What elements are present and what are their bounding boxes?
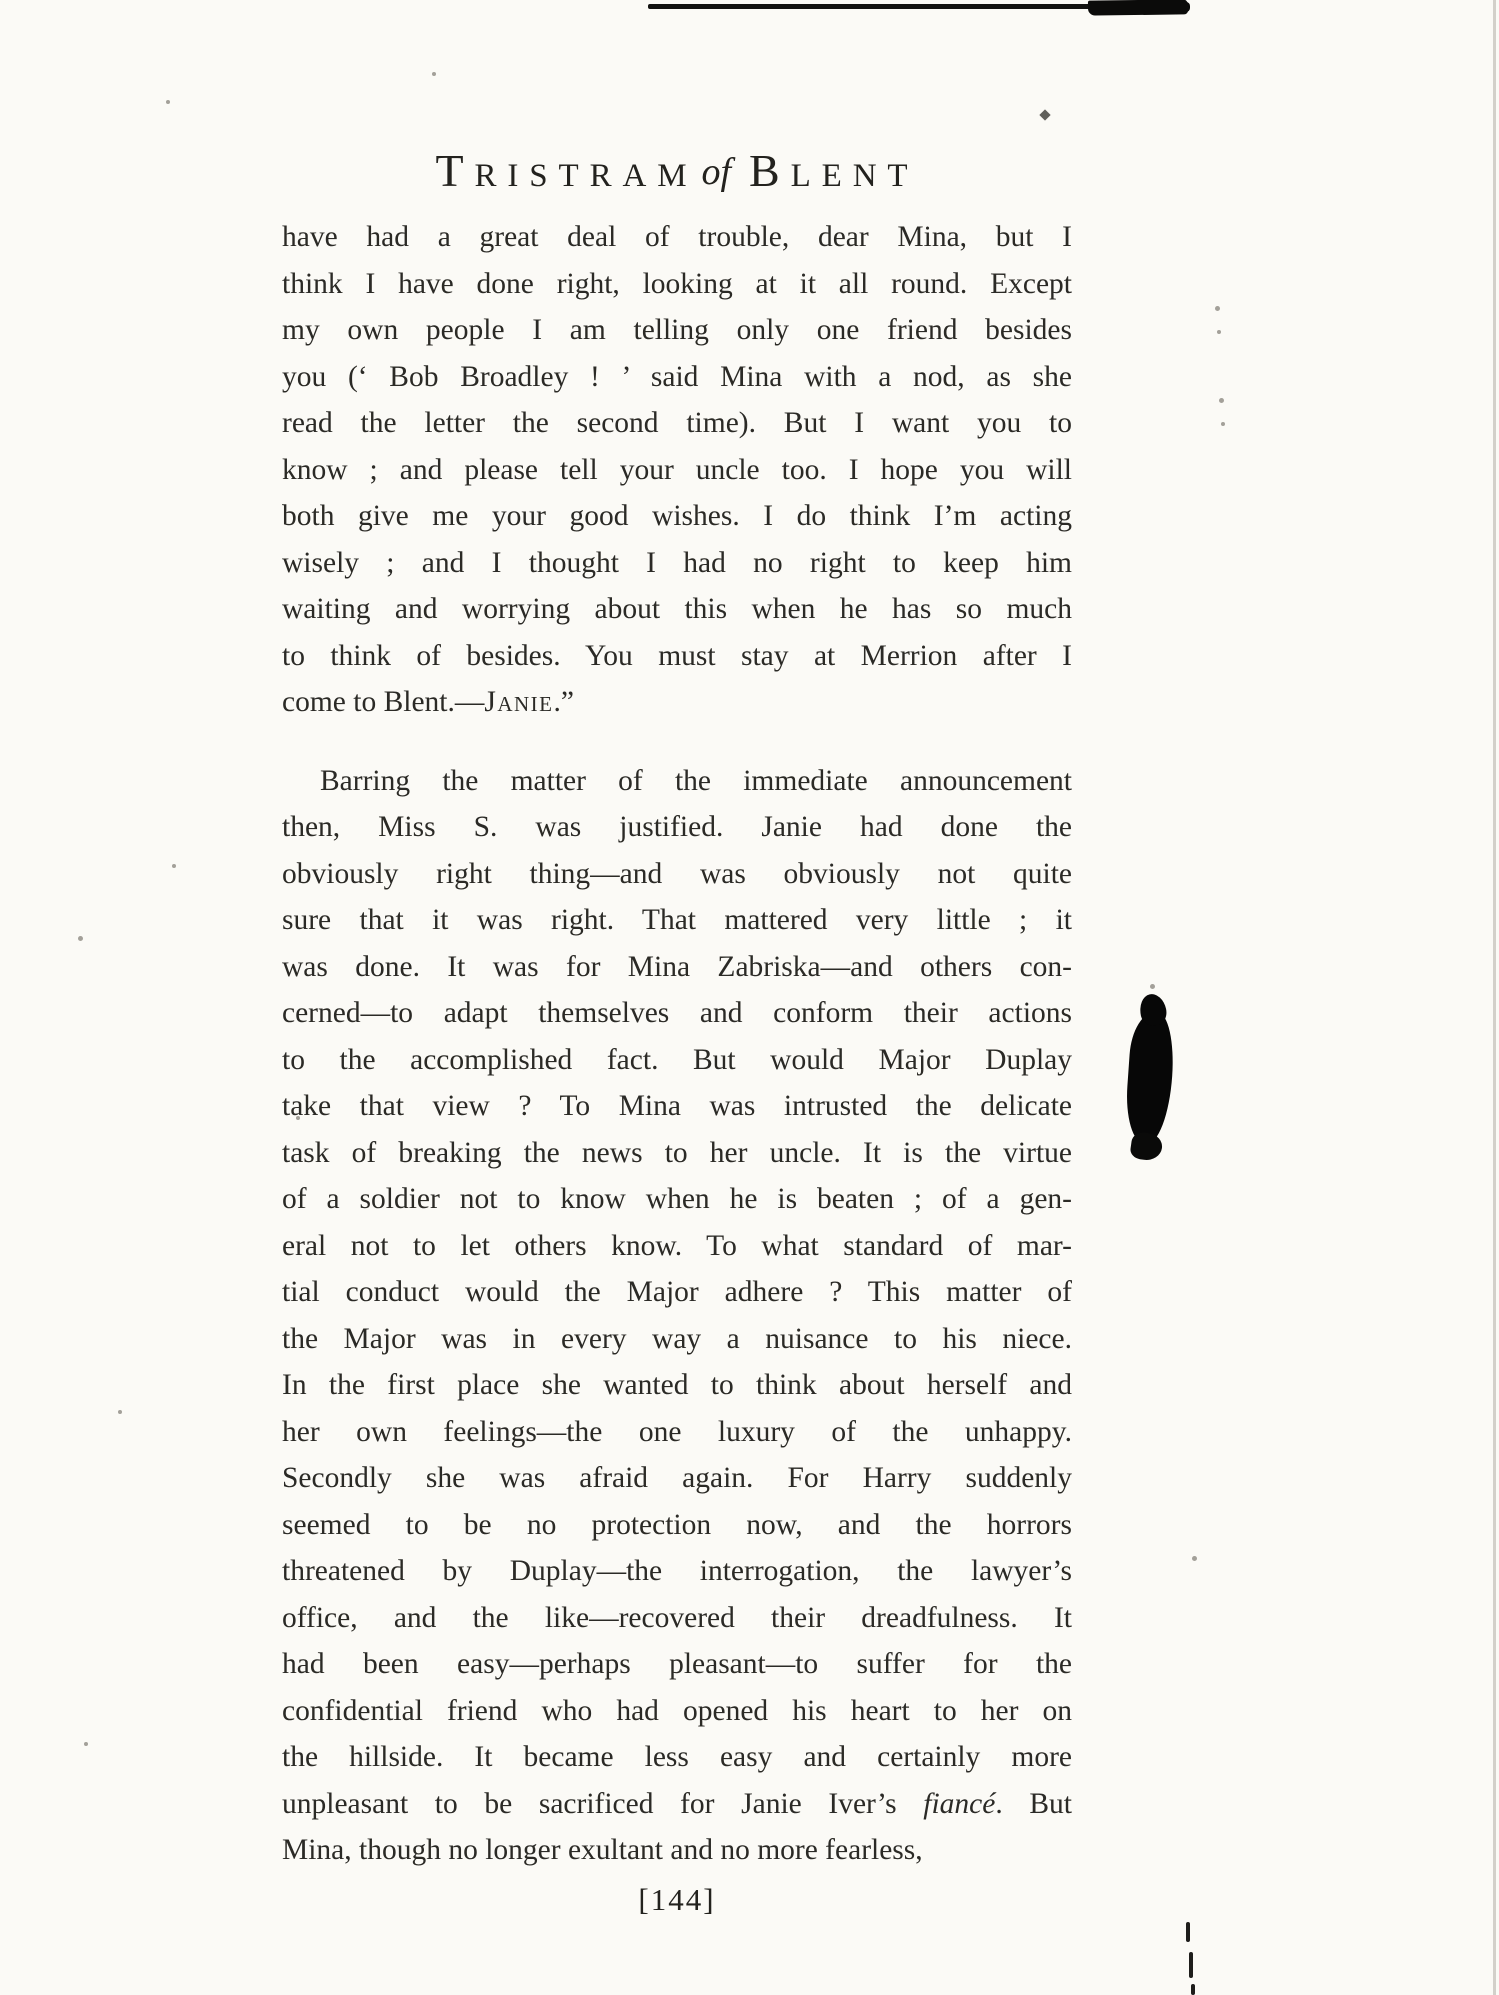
text-line — [282, 1641, 1072, 1688]
text-line — [282, 804, 1072, 851]
text-line — [282, 447, 1072, 494]
text-segment: her own feelings—the one luxury of the unhappy. — [282, 1415, 1072, 1448]
scan-edge-dash — [1189, 1952, 1193, 1978]
scan-edge-dash — [1191, 1984, 1195, 1995]
text-line — [282, 1455, 1072, 1502]
paragraph — [282, 214, 1072, 726]
text-block — [282, 214, 1072, 1874]
text-line — [282, 1548, 1072, 1595]
text-segment: tial conduct would the Major adhere ? This matter of — [282, 1276, 1072, 1308]
running-head — [282, 144, 1072, 197]
scan-page-edge — [1493, 0, 1496, 1995]
text-segment: sure that it was right. That mattered very little ; it — [282, 904, 1072, 936]
scan-speck — [1150, 984, 1155, 989]
text-line — [282, 1362, 1072, 1409]
text-line — [282, 493, 1072, 540]
text-segment: seemed to be no protection now, and the horrors — [282, 1508, 1072, 1541]
text-line — [282, 1781, 1072, 1828]
running-head-word: BLENT — [749, 145, 919, 196]
text-line — [282, 1409, 1072, 1456]
text-segment-italic: fiancé — [923, 1787, 996, 1820]
scan-speck — [118, 1410, 122, 1414]
paragraph — [282, 758, 1072, 1874]
text-segment: office, and the like—recovered their dreadfulness. It — [282, 1601, 1072, 1634]
text-line — [282, 944, 1072, 991]
scan-speck — [432, 72, 436, 76]
text-line — [282, 1130, 1072, 1177]
text-segment: my own people I am telling only one friend besides — [282, 314, 1072, 346]
scan-speck — [1217, 330, 1221, 334]
text-segment: of a soldier not to know when he is beaten ; of a gen- — [282, 1183, 1072, 1215]
text-line — [282, 1083, 1072, 1130]
text-segment: was done. It was for Mina Zabriska—and others con- — [282, 950, 1072, 983]
scan-speck — [1192, 1556, 1197, 1561]
scan-speck — [1221, 422, 1225, 426]
text-segment: the hillside. It became less easy and certainly more — [282, 1741, 1072, 1773]
text-line — [282, 633, 1072, 680]
text-segment: know ; and please tell your uncle too. I hope you will — [282, 453, 1072, 486]
text-segment: Mina, though no longer exultant and no more fearless, — [282, 1834, 923, 1866]
text-line — [282, 354, 1072, 401]
text-line — [282, 990, 1072, 1037]
text-segment: threatened by Duplay—the interrogation, the lawyer’s — [282, 1555, 1072, 1587]
scan-edge-dash — [1186, 1922, 1190, 1942]
text-line — [282, 1223, 1072, 1270]
text-segment: cerned—to adapt themselves and conform their actions — [282, 997, 1072, 1029]
text-segment: task of breaking the news to her uncle. It is the virtue — [282, 1136, 1072, 1169]
text-segment: both give me your good wishes. I do think I’m acting — [282, 500, 1072, 532]
text-segment: to the accomplished fact. But would Major Duplay — [282, 1043, 1072, 1076]
running-head-of: of — [701, 151, 732, 193]
text-segment: take that view ? To Mina was intrusted the delicate — [282, 1090, 1072, 1122]
text-line — [282, 758, 1072, 805]
text-segment: think I have done right, looking at it all round. Except — [282, 267, 1072, 300]
text-segment: eral not to let others know. To what standard of mar- — [282, 1229, 1072, 1262]
text-line — [282, 679, 1072, 726]
text-segment: you (‘ Bob Broadley ! ’ said Mina with a nod, as she — [282, 360, 1072, 393]
text-line — [282, 897, 1072, 944]
text-segment: unpleasant to be sacrificed for Janie Iver’s — [282, 1787, 924, 1820]
scan-speck — [84, 1742, 88, 1746]
scan-speck-diamond — [1039, 109, 1050, 120]
scan-artifact-top-blob — [1088, 0, 1188, 16]
text-segment-smallcaps: Janie — [484, 686, 554, 718]
text-line — [282, 540, 1072, 587]
text-segment: obviously right thing—and was obviously not quite — [282, 857, 1072, 890]
scan-speck — [166, 100, 170, 104]
text-segment: confidential friend who had opened his heart to her on — [282, 1694, 1072, 1727]
text-segment: .” — [553, 686, 574, 718]
scan-speck — [1219, 398, 1224, 403]
text-line — [282, 1688, 1072, 1735]
scan-speck — [78, 936, 83, 941]
text-segment: come to Blent.— — [282, 686, 485, 718]
text-line — [282, 1734, 1072, 1781]
ink-blob-tail — [1129, 1131, 1163, 1162]
text-segment: waiting and worrying about this when he has so much — [282, 593, 1072, 625]
text-line — [282, 1269, 1072, 1316]
text-segment: had been easy—perhaps pleasant—to suffer for the — [282, 1648, 1072, 1680]
text-line — [282, 307, 1072, 354]
text-segment: have had a great deal of trouble, dear Mina, but I — [282, 221, 1072, 253]
text-line — [282, 1595, 1072, 1642]
text-line — [282, 261, 1072, 308]
text-line — [282, 1502, 1072, 1549]
text-line — [282, 1827, 1072, 1874]
page-number: [144] — [638, 1882, 716, 1917]
running-head-word: TRISTRAM — [435, 145, 698, 196]
text-line — [282, 1037, 1072, 1084]
text-line — [282, 1316, 1072, 1363]
text-line — [282, 1176, 1072, 1223]
text-segment: the Major was in every way a nuisance to his niece. — [282, 1322, 1072, 1355]
text-segment: wisely ; and I thought I had no right to keep him — [282, 546, 1072, 579]
ink-blob — [1123, 1011, 1176, 1146]
text-segment: Barring the matter of the immediate announcement — [320, 764, 1072, 797]
scan-speck — [172, 864, 176, 868]
text-segment: In the first place she wanted to think about herself and — [282, 1369, 1072, 1401]
text-segment: read the letter the second time). But I want you to — [282, 407, 1072, 439]
text-line — [282, 214, 1072, 261]
text-line — [282, 586, 1072, 633]
scan-speck — [1215, 306, 1220, 311]
text-segment: . But — [995, 1787, 1073, 1820]
text-line — [282, 400, 1072, 447]
text-segment: Secondly she was afraid again. For Harry suddenly — [282, 1462, 1072, 1494]
text-segment: to think of besides. You must stay at Merrion after I — [282, 639, 1072, 672]
scan-artifact-top-notch — [1180, 2, 1190, 12]
text-line — [282, 851, 1072, 898]
text-segment: then, Miss S. was justified. Janie had done the — [282, 811, 1072, 843]
